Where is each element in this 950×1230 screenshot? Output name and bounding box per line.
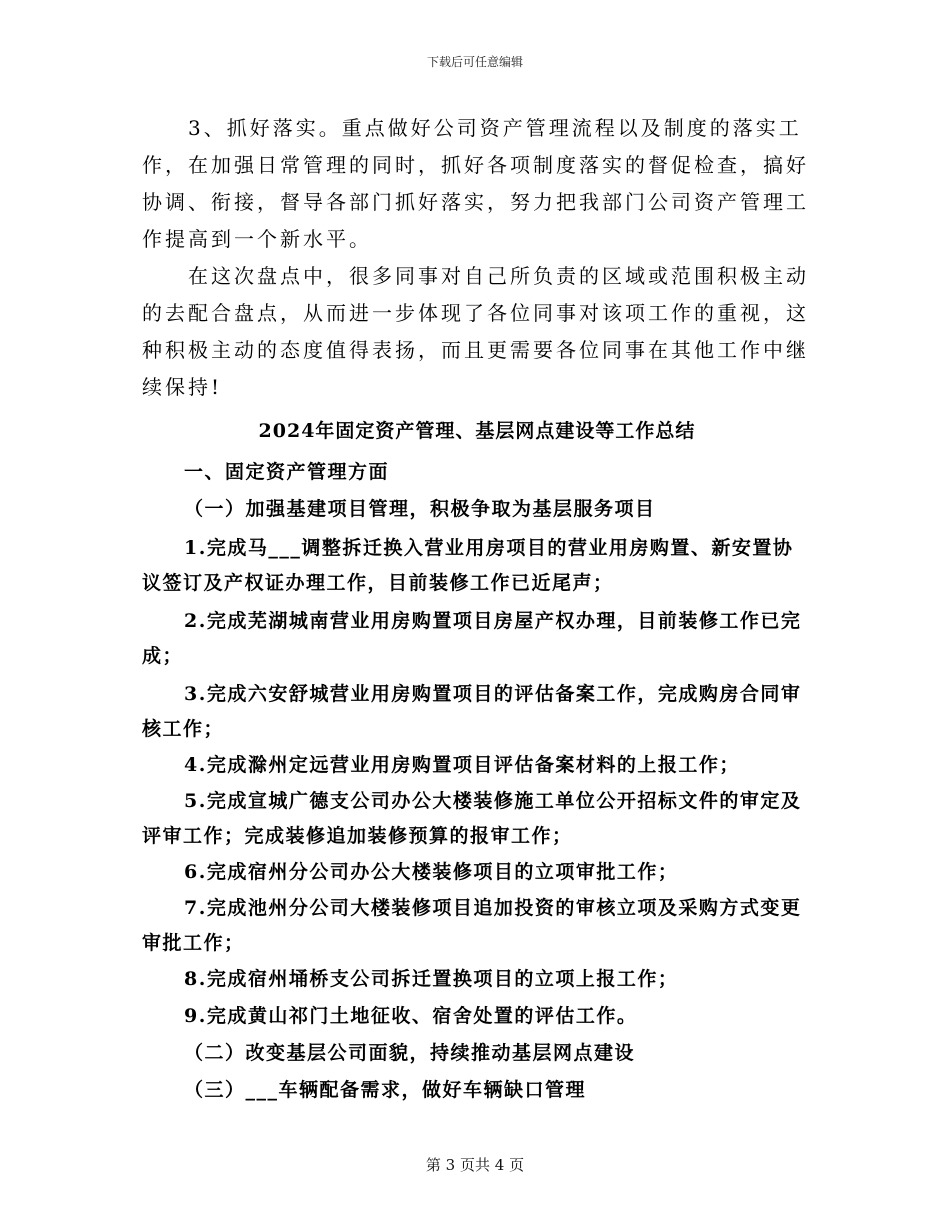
list-item: 6.完成宿州分公司办公大楼装修项目的立项审批工作； [184, 861, 679, 883]
document-body [142, 110, 812, 1109]
section-heading-fixed-assets: 一、固定资产管理方面 [184, 461, 390, 483]
subsection-heading-vehicles: （三）___车辆配备需求，做好车辆缺口管理 [184, 1079, 587, 1101]
subsection-heading-infrastructure: （一）加强基建项目管理，积极争取为基层服务项目 [184, 498, 656, 520]
paragraph-implementation: 3、抓好落实。重点做好公司资产管理流程以及制度的落实工作，在加强日常管理的同时，抓好各项制度落实的督促检查，搞好协调、衔接，督导各部门抓好落实，努力把我部门公司资产管理工作提高到一个新水平。 [142, 116, 809, 251]
list-item: 8.完成宿州埇桥支公司拆迁置换项目的立项上报工作； [184, 968, 679, 990]
page-footer: 第 3 页共 4 页 [425, 1156, 525, 1174]
page-header: 下载后可任意编辑 [426, 55, 523, 69]
list-item: 3.完成六安舒城营业用房购置项目的评估备案工作，完成购房合同审核工作； [142, 683, 802, 740]
list-item: 9.完成黄山祁门土地征收、宿舍处置的评估工作。 [184, 1005, 638, 1027]
list-item: 5.完成宣城广德支公司办公大楼装修施工单位公开招标文件的审定及评审工作；完成装修追加装修预算的报审工作； [142, 790, 802, 847]
list-item: 7.完成池州分公司大楼装修项目追加投资的审核立项及采购方式变更审批工作； [142, 897, 802, 954]
subsection-heading-branch-network: （二）改变基层公司面貌，持续推动基层网点建设 [184, 1042, 636, 1064]
paragraph-inventory: 在这次盘点中，很多同事对自己所负责的区域或范围积极主动的去配合盘点，从而进一步体现了各位同事对该项工作的重视，这种积极主动的态度值得表扬，而且更需要各位同事在其他工作中继续保持! [142, 264, 809, 399]
document-title: 2024年固定资产管理、基层网点建设等工作总结 [258, 420, 696, 442]
list-item: 1.完成马___调整拆迁换入营业用房项目的营业用房购置、新安置协议签订及产权证办理工作，目前装修工作已近尾声； [142, 537, 794, 594]
list-item: 2.完成芜湖城南营业用房购置项目房屋产权办理，目前装修工作已完成； [142, 610, 802, 667]
list-item: 4.完成滁州定远营业用房购置项目评估备案材料的上报工作； [184, 754, 740, 776]
